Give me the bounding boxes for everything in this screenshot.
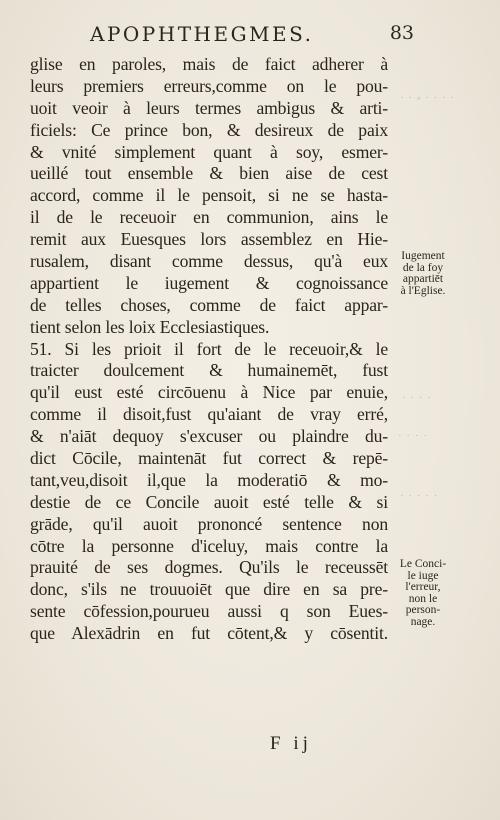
text-line: & vnité simplement quant à soy, esmer- xyxy=(30,141,388,162)
text-line: sente cōfession,pourueu aussi q son Eues- xyxy=(30,601,388,622)
text-line: ueillé tout ensemble & bien aise de cest xyxy=(30,163,388,184)
margin-note-line: Iugement xyxy=(401,250,445,262)
text-line: dict Cōcile, maintenāt fut correct & repē- xyxy=(30,448,388,469)
text-line: appartient le iugement & cognoissance xyxy=(30,272,388,293)
running-header xyxy=(78,22,414,48)
margin-note-line: non le xyxy=(408,592,438,605)
text-line: destie de ce Concile auoit esté telle & si xyxy=(30,491,388,512)
text-line: ficiels: Ce prince bon, & desireux de paix xyxy=(30,119,388,140)
margin-note-line: à l'Eglise. xyxy=(400,284,446,297)
signature-mark: F ij xyxy=(270,733,312,754)
margin-note-line: person- xyxy=(405,604,441,616)
text-line: tant,veu,disoit il,que la moderatiō & mo- xyxy=(30,469,388,490)
text-line: accord, comme il le pensoit, si ne se hasta- xyxy=(30,185,388,206)
show-through-text: · · ⸗ · · · · xyxy=(400,92,456,104)
margin-note-line: l'erreur, xyxy=(405,581,441,593)
page-number: 83 xyxy=(389,22,414,44)
text-line: glise en paroles, mais de faict adherer à xyxy=(30,54,388,74)
show-through-text: · · · · xyxy=(398,430,428,442)
text-line: 51. Si les prioit il fort de le receuoir,& le xyxy=(30,338,388,359)
text-line: de telles choses, comme de faict appar- xyxy=(30,294,388,315)
show-through-text: · · · · xyxy=(402,392,432,404)
text-line: remit aux Euesques lors assemblez en Hie- xyxy=(30,229,388,250)
running-title: APOPHTHEGMES. xyxy=(90,22,314,46)
show-through-text: · · · · · xyxy=(400,490,439,502)
text-line: & n'aiāt dequoy s'excuser ou plaindre du- xyxy=(30,426,388,447)
margin-note-line: Le Conci- xyxy=(399,558,447,570)
text-line: rusalem, disant comme dessus, qu'à eux xyxy=(30,251,388,272)
text-line: grāde, qu'il auoit prononcé sentence non xyxy=(30,513,388,534)
margin-note-line: de la foy xyxy=(402,261,444,274)
margin-note xyxy=(387,251,459,297)
text-line: que Alexādrin en fut cōtent,& y cōsentit. xyxy=(30,623,388,644)
margin-note xyxy=(387,559,459,628)
text-line: comme il disoit,fust qu'aiant de vray erré, xyxy=(30,404,388,425)
page-footer xyxy=(0,733,500,759)
text-line: traicter doulcement & humainemēt, fust xyxy=(30,360,388,381)
text-line: cōtre la personne d'iceluy, mais contre la xyxy=(30,535,388,556)
text-line: qu'il eust esté circōuenu à Nice par enuie, xyxy=(30,382,388,403)
text-line: tient selon les loix Ecclesiastiques. xyxy=(30,316,270,337)
text-line: uoit veoir à leurs termes ambigus & arti- xyxy=(30,97,388,118)
margin-note-line: nage. xyxy=(410,615,436,628)
text-line: il de le receuoir en communion, ains le xyxy=(30,207,388,228)
text-line: leurs premiers erreurs,comme on le pou- xyxy=(30,75,388,96)
text-line: prauité de ses dogmes. Qu'ils le receussēt xyxy=(30,557,388,578)
text-line: donc, s'ils ne trouuoiēt que dire en sa pre- xyxy=(30,579,388,600)
margin-note-line: le iuge xyxy=(407,569,439,582)
margin-note-line: appartiēt xyxy=(402,273,444,285)
body-text xyxy=(30,54,388,645)
